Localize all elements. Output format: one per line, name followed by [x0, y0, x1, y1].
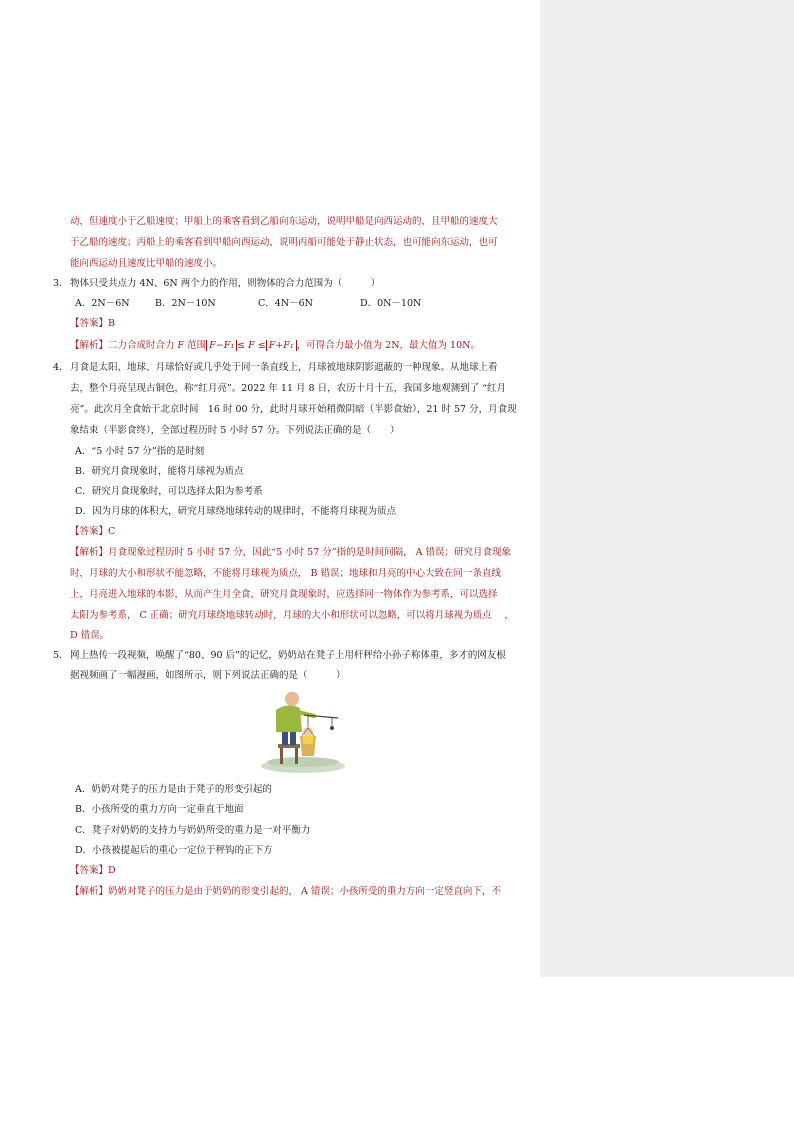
- question-5-option-c: C．凳子对奶奶的支持力与奶奶所受的重力是一对平衡力: [75, 825, 311, 836]
- question-3-option-c: C．4N－6N: [258, 298, 313, 309]
- question-3-stem: 物体只受共点力 4N、6N 两个力的作用，则物体的合力范围为（ ）: [70, 278, 381, 289]
- question-4-option-a: A．“5 小时 57 分”指的是时刻: [75, 446, 205, 457]
- question-3-explanation: [70, 340, 480, 352]
- question-4-stem: 月食是太阳、地球、月球恰好或几乎处于同一条直线上，月球被地球阴影遮蔽的一种现象。从地球上看: [70, 362, 498, 373]
- explain-text: 二力合成时合力: [108, 340, 178, 351]
- question-5-explanation: [70, 886, 501, 898]
- explain-tag: 【解析】: [70, 547, 109, 558]
- question-5-number: 5．: [53, 650, 69, 661]
- force-symbol: F: [177, 340, 185, 351]
- question-4-option-b: B．研究月食现象时，能将月球视为质点: [75, 466, 244, 477]
- explain-text: 月食现象过程历时 5 小时 57 分，因此“5 小时 57 分”指的是时间间隔， A 错误；研究月食现象: [108, 547, 512, 558]
- formula-inequality: ≤ F ≤: [237, 340, 266, 351]
- answer-value: D: [108, 865, 116, 876]
- prev-explanation-line: 能向西运动且速度比甲船的速度小。: [70, 258, 223, 269]
- question-4-number: 4．: [53, 362, 69, 373]
- explain-text: 奶奶对凳子的压力是由于奶奶的形变引起的， A 错误；小孩所受的重力方向一定竖直向下，不: [108, 886, 501, 897]
- question-4-option-c: C．研究月食现象时，可以选择太阳为参考系: [75, 486, 263, 497]
- question-4-explanation-line: 上，月亮进入地球的本影，从而产生月全食，研究月食现象时，应选择同一物体作为参考系，可以选择: [70, 589, 498, 600]
- question-5-option-a: A．奶奶对凳子的压力是由于凳子的形变引起的: [75, 784, 272, 795]
- question-5-option-d: D．小孩被提起后的重心一定位于秤钩的正下方: [75, 845, 273, 856]
- question-4-explanation-line: 时，月球的大小和形状不能忽略，不能将月球视为质点， B 错误；地球和月亮的中心大致在同一条直线: [70, 568, 502, 579]
- prev-explanation-line: 动，但速度小于乙船速度；甲船上的乘客看到乙船向东运动，说明甲船是向西运动的，且甲船的速度大: [70, 216, 498, 227]
- answer-tag: 【答案】: [70, 865, 109, 876]
- question-5-option-b: B．小孩所受的重力方向一定垂直于地面: [75, 804, 244, 815]
- answer-value: B: [108, 318, 115, 329]
- question-4-explanation-line: 太阳为参考系， C 正确；研究月球绕地球转动时，月球的大小和形状可以忽略，可以将月球视为质点 ，: [70, 610, 514, 621]
- question-4-answer: [70, 526, 115, 538]
- formula-abs-diff: F−F₁: [206, 340, 237, 351]
- question-4-explanation-line: D 错误。: [70, 630, 110, 641]
- question-4-stem: 去，整个月亮呈现古铜色，称“红月亮”。2022 年 11 月 8 日，农历十月十五，我国多地观测到了 “红月: [70, 383, 506, 394]
- answer-tag: 【答案】: [70, 318, 109, 329]
- question-5-stem: 网上热传一段视频，唤醒了“80、90 后”的记忆，奶奶站在凳子上用杆秤给小孙子称体重，多才的网友根: [70, 650, 506, 661]
- question-4-option-d: D．因为月球的体积大，研究月球绕地球转动的规律时，不能将月球视为质点: [75, 506, 397, 517]
- question-3-number: 3．: [53, 278, 69, 289]
- question-4-explanation: [70, 547, 511, 559]
- question-4-stem: 象结束（半影食终），全部过程历时 5 小时 57 分。下列说法正确的是（ ）: [70, 425, 400, 436]
- explain-text: 范围: [184, 340, 207, 351]
- question-3-answer: [70, 318, 115, 330]
- question-3-option-a: A．2N－6N: [75, 298, 130, 309]
- question-5-stem: 据视频画了一幅漫画，如图所示，则下列说法正确的是（ ）: [70, 670, 346, 681]
- question-3-option-d: D．0N－10N: [360, 298, 422, 309]
- explain-text: ，可得合力最小值为 2N，最大值为 10N。: [296, 340, 480, 351]
- question-3-option-b: B．2N－10N: [155, 298, 216, 309]
- formula-abs-sum: F+F₁: [266, 340, 297, 351]
- question-5-answer: [70, 865, 116, 877]
- explain-tag: 【解析】: [70, 340, 109, 351]
- grandma-weighing-child-illustration: [258, 682, 348, 774]
- answer-value: C: [108, 526, 116, 537]
- explain-tag: 【解析】: [70, 886, 109, 897]
- answer-tag: 【答案】: [70, 526, 109, 537]
- prev-explanation-line: 于乙船的速度；丙船上的乘客看到甲船向西运动，说明丙船可能处于静止状态，也可能向东运动，也可: [70, 237, 498, 248]
- question-4-stem: 亮”。此次月全食始于北京时间 16 时 00 分，此时月球开始稍微阴暗（半影食始），21 时 57 分，月食现: [70, 404, 517, 415]
- comment-sidebar: [540, 0, 794, 977]
